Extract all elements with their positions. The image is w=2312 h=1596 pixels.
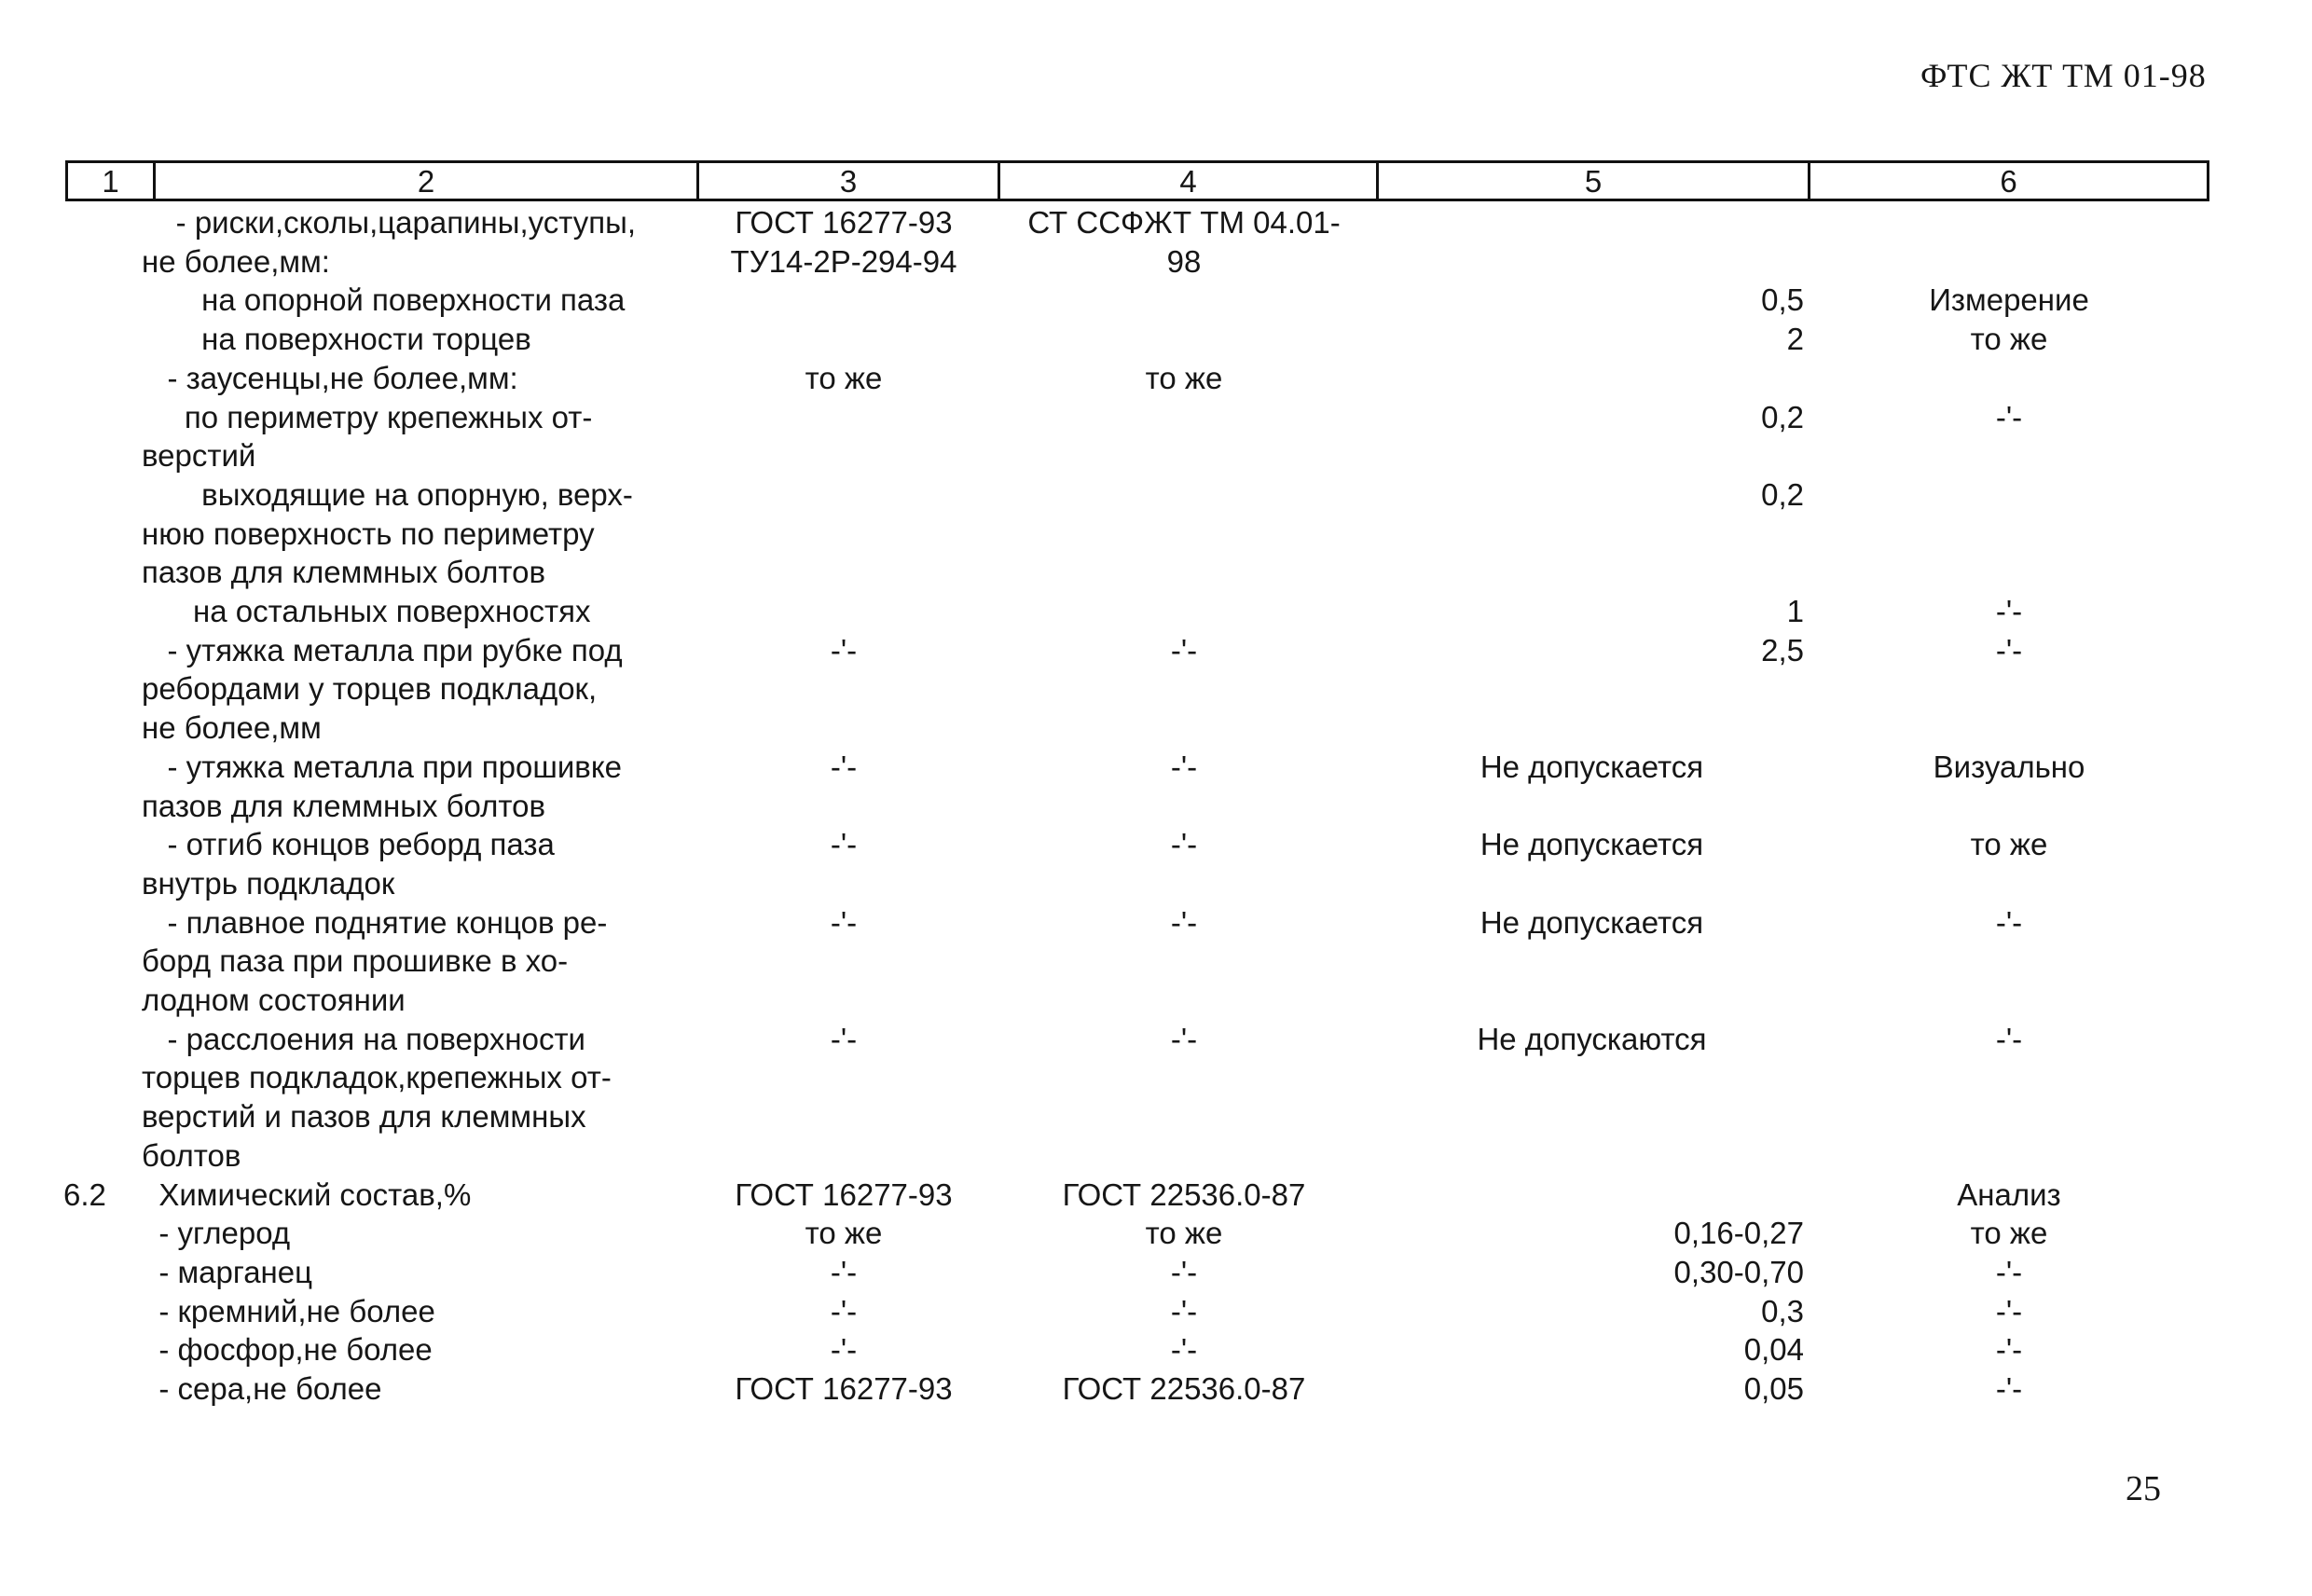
cell-norm-value: 2 bbox=[1786, 322, 1804, 356]
cell-item-number bbox=[63, 203, 129, 242]
cell-control-method: Измерение bbox=[1929, 282, 2089, 317]
cell-item-number bbox=[63, 1253, 129, 1292]
cell-test-method-ref bbox=[998, 709, 1370, 748]
cell-standard-ref: ГОСТ 16277-93 bbox=[735, 1371, 953, 1406]
cell-standard-ref: ТУ14-2Р-294-94 bbox=[730, 244, 957, 279]
cell-control-method: -'- bbox=[1995, 905, 2023, 940]
cell-control-method bbox=[1827, 1097, 2191, 1136]
cell-norm-value: 0,16-0,27 bbox=[1673, 1216, 1804, 1250]
cell-control-method bbox=[1827, 553, 2191, 592]
cell-item-number bbox=[63, 981, 129, 1020]
cell-item-description: не более,мм bbox=[142, 710, 322, 745]
cell-norm-value bbox=[1380, 203, 1804, 242]
cell-control-method bbox=[1827, 1136, 2191, 1176]
cell-test-method-ref: ГОСТ 22536.0-87 bbox=[1062, 1177, 1306, 1212]
cell-standard-ref: ГОСТ 16277-93 bbox=[735, 1177, 953, 1212]
cell-standard-ref bbox=[695, 787, 993, 826]
cell-item-description: внутрь подкладок bbox=[142, 866, 395, 901]
cell-standard-ref bbox=[695, 669, 993, 709]
header-col-1: 1 bbox=[68, 163, 156, 199]
cell-control-method bbox=[1827, 981, 2191, 1020]
header-col-4: 4 bbox=[1000, 163, 1379, 199]
cell-standard-ref: -'- bbox=[830, 1022, 858, 1056]
cell-norm-value: Не допускается bbox=[1479, 827, 1704, 861]
cell-norm-value: 0,5 bbox=[1761, 282, 1804, 317]
cell-item-number: 6.2 bbox=[63, 1177, 106, 1212]
cell-norm-value: 0,2 bbox=[1761, 400, 1804, 434]
cell-item-number bbox=[63, 631, 129, 670]
cell-item-number bbox=[63, 669, 129, 709]
cell-item-description: - риски,сколы,царапины,уступы, bbox=[142, 205, 636, 240]
cell-test-method-ref: ГОСТ 22536.0-87 bbox=[1062, 1371, 1306, 1406]
cell-test-method-ref: -'- bbox=[1170, 1022, 1198, 1056]
cell-item-number bbox=[63, 1292, 129, 1331]
cell-control-method bbox=[1827, 515, 2191, 554]
cell-standard-ref bbox=[695, 942, 993, 981]
cell-item-description: - марганец bbox=[142, 1255, 313, 1289]
cell-test-method-ref bbox=[998, 553, 1370, 592]
cell-norm-value: 0,30-0,70 bbox=[1673, 1255, 1804, 1289]
header-col-5: 5 bbox=[1379, 163, 1810, 199]
cell-item-description: - отгиб концов реборд паза bbox=[142, 827, 555, 861]
cell-test-method-ref bbox=[998, 436, 1370, 475]
cell-item-number bbox=[63, 942, 129, 981]
cell-standard-ref bbox=[695, 592, 993, 631]
cell-test-method-ref bbox=[998, 669, 1370, 709]
cell-standard-ref: то же bbox=[805, 361, 883, 395]
cell-norm-value bbox=[1380, 515, 1804, 554]
cell-item-number bbox=[63, 359, 129, 398]
cell-item-number bbox=[63, 242, 129, 282]
cell-norm-value bbox=[1380, 1058, 1804, 1097]
cell-standard-ref bbox=[695, 515, 993, 554]
cell-test-method-ref bbox=[998, 1097, 1370, 1136]
cell-control-method bbox=[1827, 359, 2191, 398]
cell-item-number bbox=[63, 1330, 129, 1369]
cell-standard-ref: -'- bbox=[830, 1255, 858, 1289]
cell-norm-value bbox=[1380, 553, 1804, 592]
cell-standard-ref bbox=[695, 553, 993, 592]
header-col-6: 6 bbox=[2000, 164, 2017, 199]
cell-item-number bbox=[63, 320, 129, 359]
cell-item-description: верстий и пазов для клеммных bbox=[142, 1099, 586, 1134]
cell-norm-value: 1 bbox=[1786, 594, 1804, 628]
cell-norm-value bbox=[1380, 942, 1804, 981]
cell-norm-value bbox=[1380, 709, 1804, 748]
cell-control-method: Визуально bbox=[1933, 750, 2085, 784]
cell-control-method bbox=[1827, 864, 2191, 903]
cell-standard-ref bbox=[695, 436, 993, 475]
cell-norm-value bbox=[1380, 242, 1804, 282]
cell-item-description: торцев подкладок,крепежных от- bbox=[142, 1060, 612, 1094]
cell-control-method bbox=[1827, 475, 2191, 515]
cell-test-method-ref bbox=[998, 475, 1370, 515]
cell-test-method-ref: -'- bbox=[1170, 1255, 1198, 1289]
cell-control-method: -'- bbox=[1995, 633, 2023, 667]
cell-test-method-ref bbox=[998, 1136, 1370, 1176]
cell-item-description: - кремний,не более bbox=[142, 1294, 435, 1328]
cell-item-number bbox=[63, 553, 129, 592]
cell-standard-ref bbox=[695, 1097, 993, 1136]
cell-item-description: Химический состав,% bbox=[142, 1177, 472, 1212]
cell-test-method-ref: то же bbox=[1145, 361, 1223, 395]
cell-norm-value bbox=[1380, 787, 1804, 826]
cell-item-number bbox=[63, 864, 129, 903]
cell-item-description: на поверхности торцев bbox=[142, 322, 531, 356]
cell-norm-value bbox=[1380, 981, 1804, 1020]
cell-item-number bbox=[63, 748, 129, 787]
cell-test-method-ref: -'- bbox=[1170, 905, 1198, 940]
cell-control-method bbox=[1827, 1058, 2191, 1097]
cell-standard-ref bbox=[695, 709, 993, 748]
cell-test-method-ref bbox=[998, 981, 1370, 1020]
cell-norm-value: 0,2 bbox=[1761, 477, 1804, 512]
cell-standard-ref: -'- bbox=[830, 827, 858, 861]
cell-control-method bbox=[1827, 709, 2191, 748]
cell-standard-ref bbox=[695, 981, 993, 1020]
cell-control-method: -'- bbox=[1995, 594, 2023, 628]
cell-test-method-ref: -'- bbox=[1170, 633, 1198, 667]
cell-norm-value bbox=[1380, 359, 1804, 398]
cell-control-method bbox=[1827, 669, 2191, 709]
cell-item-description: пазов для клеммных болтов bbox=[142, 789, 546, 823]
cell-control-method: -'- bbox=[1995, 1371, 2023, 1406]
cell-control-method: -'- bbox=[1995, 1332, 2023, 1367]
cell-control-method bbox=[1827, 942, 2191, 981]
cell-standard-ref bbox=[695, 475, 993, 515]
cell-test-method-ref bbox=[998, 281, 1370, 320]
cell-item-number bbox=[63, 436, 129, 475]
header-col-2: 2 bbox=[156, 163, 699, 199]
cell-norm-value: Не допускается bbox=[1479, 750, 1704, 784]
cell-item-description: ребордами у торцев подкладок, bbox=[142, 671, 598, 706]
cell-standard-ref bbox=[695, 398, 993, 437]
cell-item-description: - фосфор,не более bbox=[142, 1332, 433, 1367]
cell-item-number bbox=[63, 281, 129, 320]
cell-norm-value: 0,05 bbox=[1743, 1371, 1804, 1406]
cell-item-description: на опорной поверхности паза bbox=[142, 282, 626, 317]
cell-item-description: - утяжка металла при прошивке bbox=[142, 750, 622, 784]
cell-control-method: то же bbox=[1970, 1216, 2048, 1250]
cell-standard-ref bbox=[695, 1136, 993, 1176]
cell-control-method: то же bbox=[1970, 827, 2048, 861]
cell-standard-ref bbox=[695, 864, 993, 903]
cell-standard-ref: ГОСТ 16277-93 bbox=[735, 205, 953, 240]
cell-test-method-ref bbox=[998, 592, 1370, 631]
page-number: 25 bbox=[2126, 1469, 2161, 1508]
cell-control-method bbox=[1827, 787, 2191, 826]
cell-norm-value: 2,5 bbox=[1761, 633, 1804, 667]
cell-norm-value: Не допускаются bbox=[1477, 1022, 1707, 1056]
cell-standard-ref bbox=[695, 1058, 993, 1097]
cell-item-description: - углерод bbox=[142, 1216, 291, 1250]
cell-item-description: не более,мм: bbox=[142, 244, 330, 279]
cell-item-description: - утяжка металла при рубке под bbox=[142, 633, 623, 667]
cell-standard-ref: -'- bbox=[830, 1294, 858, 1328]
cell-norm-value: 0,3 bbox=[1761, 1294, 1804, 1328]
cell-item-description: лодном состоянии bbox=[142, 983, 406, 1017]
cell-standard-ref: -'- bbox=[830, 750, 858, 784]
cell-test-method-ref: -'- bbox=[1170, 1332, 1198, 1367]
cell-item-number bbox=[63, 787, 129, 826]
cell-item-description: - расслоения на поверхности bbox=[142, 1022, 585, 1056]
cell-norm-value bbox=[1380, 1136, 1804, 1176]
cell-item-number bbox=[63, 1214, 129, 1253]
cell-item-description: выходящие на опорную, верх- bbox=[142, 477, 633, 512]
cell-control-method: -'- bbox=[1995, 1255, 2023, 1289]
cell-item-description: болтов bbox=[142, 1138, 241, 1173]
cell-control-method bbox=[1827, 203, 2191, 242]
table-header-row bbox=[65, 160, 2209, 201]
cell-standard-ref: -'- bbox=[830, 633, 858, 667]
cell-control-method: -'- bbox=[1995, 1294, 2023, 1328]
cell-test-method-ref bbox=[998, 787, 1370, 826]
cell-test-method-ref: то же bbox=[1145, 1216, 1223, 1250]
cell-item-number bbox=[63, 903, 129, 942]
cell-item-description: - плавное поднятие концов ре- bbox=[142, 905, 608, 940]
cell-item-number bbox=[63, 1097, 129, 1136]
cell-test-method-ref: 98 bbox=[1166, 244, 1202, 279]
cell-control-method: то же bbox=[1970, 322, 2048, 356]
cell-item-number bbox=[63, 1369, 129, 1409]
header-col-3: 3 bbox=[699, 163, 1000, 199]
cell-test-method-ref bbox=[998, 864, 1370, 903]
cell-item-number bbox=[63, 825, 129, 864]
cell-item-description: борд паза при прошивке в хо- bbox=[142, 943, 569, 978]
cell-test-method-ref: -'- bbox=[1170, 750, 1198, 784]
cell-item-number bbox=[63, 475, 129, 515]
cell-control-method: Анализ bbox=[1957, 1177, 2061, 1212]
cell-item-description: - заусенцы,не более,мм: bbox=[142, 361, 518, 395]
cell-norm-value bbox=[1380, 1176, 1804, 1215]
cell-item-number bbox=[63, 1058, 129, 1097]
cell-item-description: - сера,не более bbox=[142, 1371, 382, 1406]
cell-item-number bbox=[63, 398, 129, 437]
cell-control-method: -'- bbox=[1995, 1022, 2023, 1056]
cell-item-description: нюю поверхность по периметру bbox=[142, 516, 595, 551]
cell-norm-value bbox=[1380, 669, 1804, 709]
cell-item-number bbox=[63, 1136, 129, 1176]
cell-test-method-ref: -'- bbox=[1170, 1294, 1198, 1328]
cell-norm-value bbox=[1380, 436, 1804, 475]
cell-item-description: пазов для клеммных болтов bbox=[142, 555, 546, 589]
cell-test-method-ref: СТ ССФЖТ ТМ 04.01- bbox=[1027, 205, 1341, 240]
cell-standard-ref: -'- bbox=[830, 905, 858, 940]
cell-item-number bbox=[63, 709, 129, 748]
cell-item-description: на остальных поверхностях bbox=[142, 594, 591, 628]
cell-item-number bbox=[63, 592, 129, 631]
cell-test-method-ref bbox=[998, 942, 1370, 981]
cell-control-method: -'- bbox=[1995, 400, 2023, 434]
cell-standard-ref bbox=[695, 281, 993, 320]
cell-test-method-ref bbox=[998, 1058, 1370, 1097]
document-code: ФТС ЖТ ТМ 01-98 bbox=[1920, 57, 2207, 94]
cell-test-method-ref: -'- bbox=[1170, 827, 1198, 861]
cell-standard-ref: -'- bbox=[830, 1332, 858, 1367]
cell-item-number bbox=[63, 1020, 129, 1059]
cell-standard-ref: то же bbox=[805, 1216, 883, 1250]
cell-control-method bbox=[1827, 436, 2191, 475]
cell-test-method-ref bbox=[998, 320, 1370, 359]
cell-norm-value: Не допускается bbox=[1479, 905, 1704, 940]
cell-norm-value bbox=[1380, 864, 1804, 903]
cell-item-description: верстий bbox=[142, 438, 256, 473]
cell-test-method-ref bbox=[998, 398, 1370, 437]
cell-item-number bbox=[63, 515, 129, 554]
cell-test-method-ref bbox=[998, 515, 1370, 554]
cell-norm-value: 0,04 bbox=[1743, 1332, 1804, 1367]
cell-norm-value bbox=[1380, 1097, 1804, 1136]
cell-standard-ref bbox=[695, 320, 993, 359]
cell-item-description: по периметру крепежных от- bbox=[142, 400, 593, 434]
cell-control-method bbox=[1827, 242, 2191, 282]
